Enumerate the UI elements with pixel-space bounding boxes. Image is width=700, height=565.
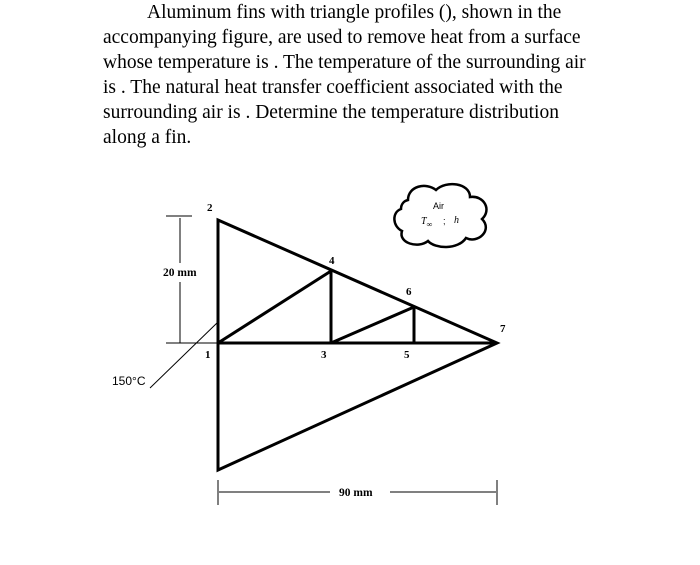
node-label-6: 6 bbox=[406, 286, 412, 298]
node-label-4: 4 bbox=[329, 255, 335, 267]
element-edge-3-6 bbox=[331, 307, 414, 343]
cloud-air-label: Air bbox=[433, 201, 444, 211]
node-label-5: 5 bbox=[404, 349, 410, 361]
node-label-1: 1 bbox=[205, 349, 211, 361]
fin-outline bbox=[218, 220, 497, 470]
cloud-h-symbol: h bbox=[454, 215, 459, 226]
height-dimension bbox=[166, 216, 218, 343]
length-dimension-label: 90 mm bbox=[339, 487, 373, 499]
fin-mesh bbox=[218, 220, 497, 470]
air-cloud-icon bbox=[394, 184, 486, 247]
problem-statement: Aluminum fins with triangle profiles (), shown in the accompanying figure, are used to remove heat from a surface whose temperature is . The temperature of the surrounding air is . The natural heat transfer coefficient associated with the surrounding air is . Determine the temperature distribution along a fin. bbox=[103, 2, 586, 148]
node-label-2: 2 bbox=[207, 202, 213, 214]
height-dimension-label: 20 mm bbox=[163, 267, 197, 279]
cloud-separator: ; bbox=[443, 216, 446, 226]
element-edge-1-4 bbox=[218, 271, 331, 343]
cloud-t-inf-symbol: $T_\infty$ bbox=[421, 216, 433, 229]
node-label-3: 3 bbox=[321, 349, 327, 361]
base-temperature-label: 150°C bbox=[112, 374, 146, 388]
node-label-7: 7 bbox=[500, 323, 506, 335]
